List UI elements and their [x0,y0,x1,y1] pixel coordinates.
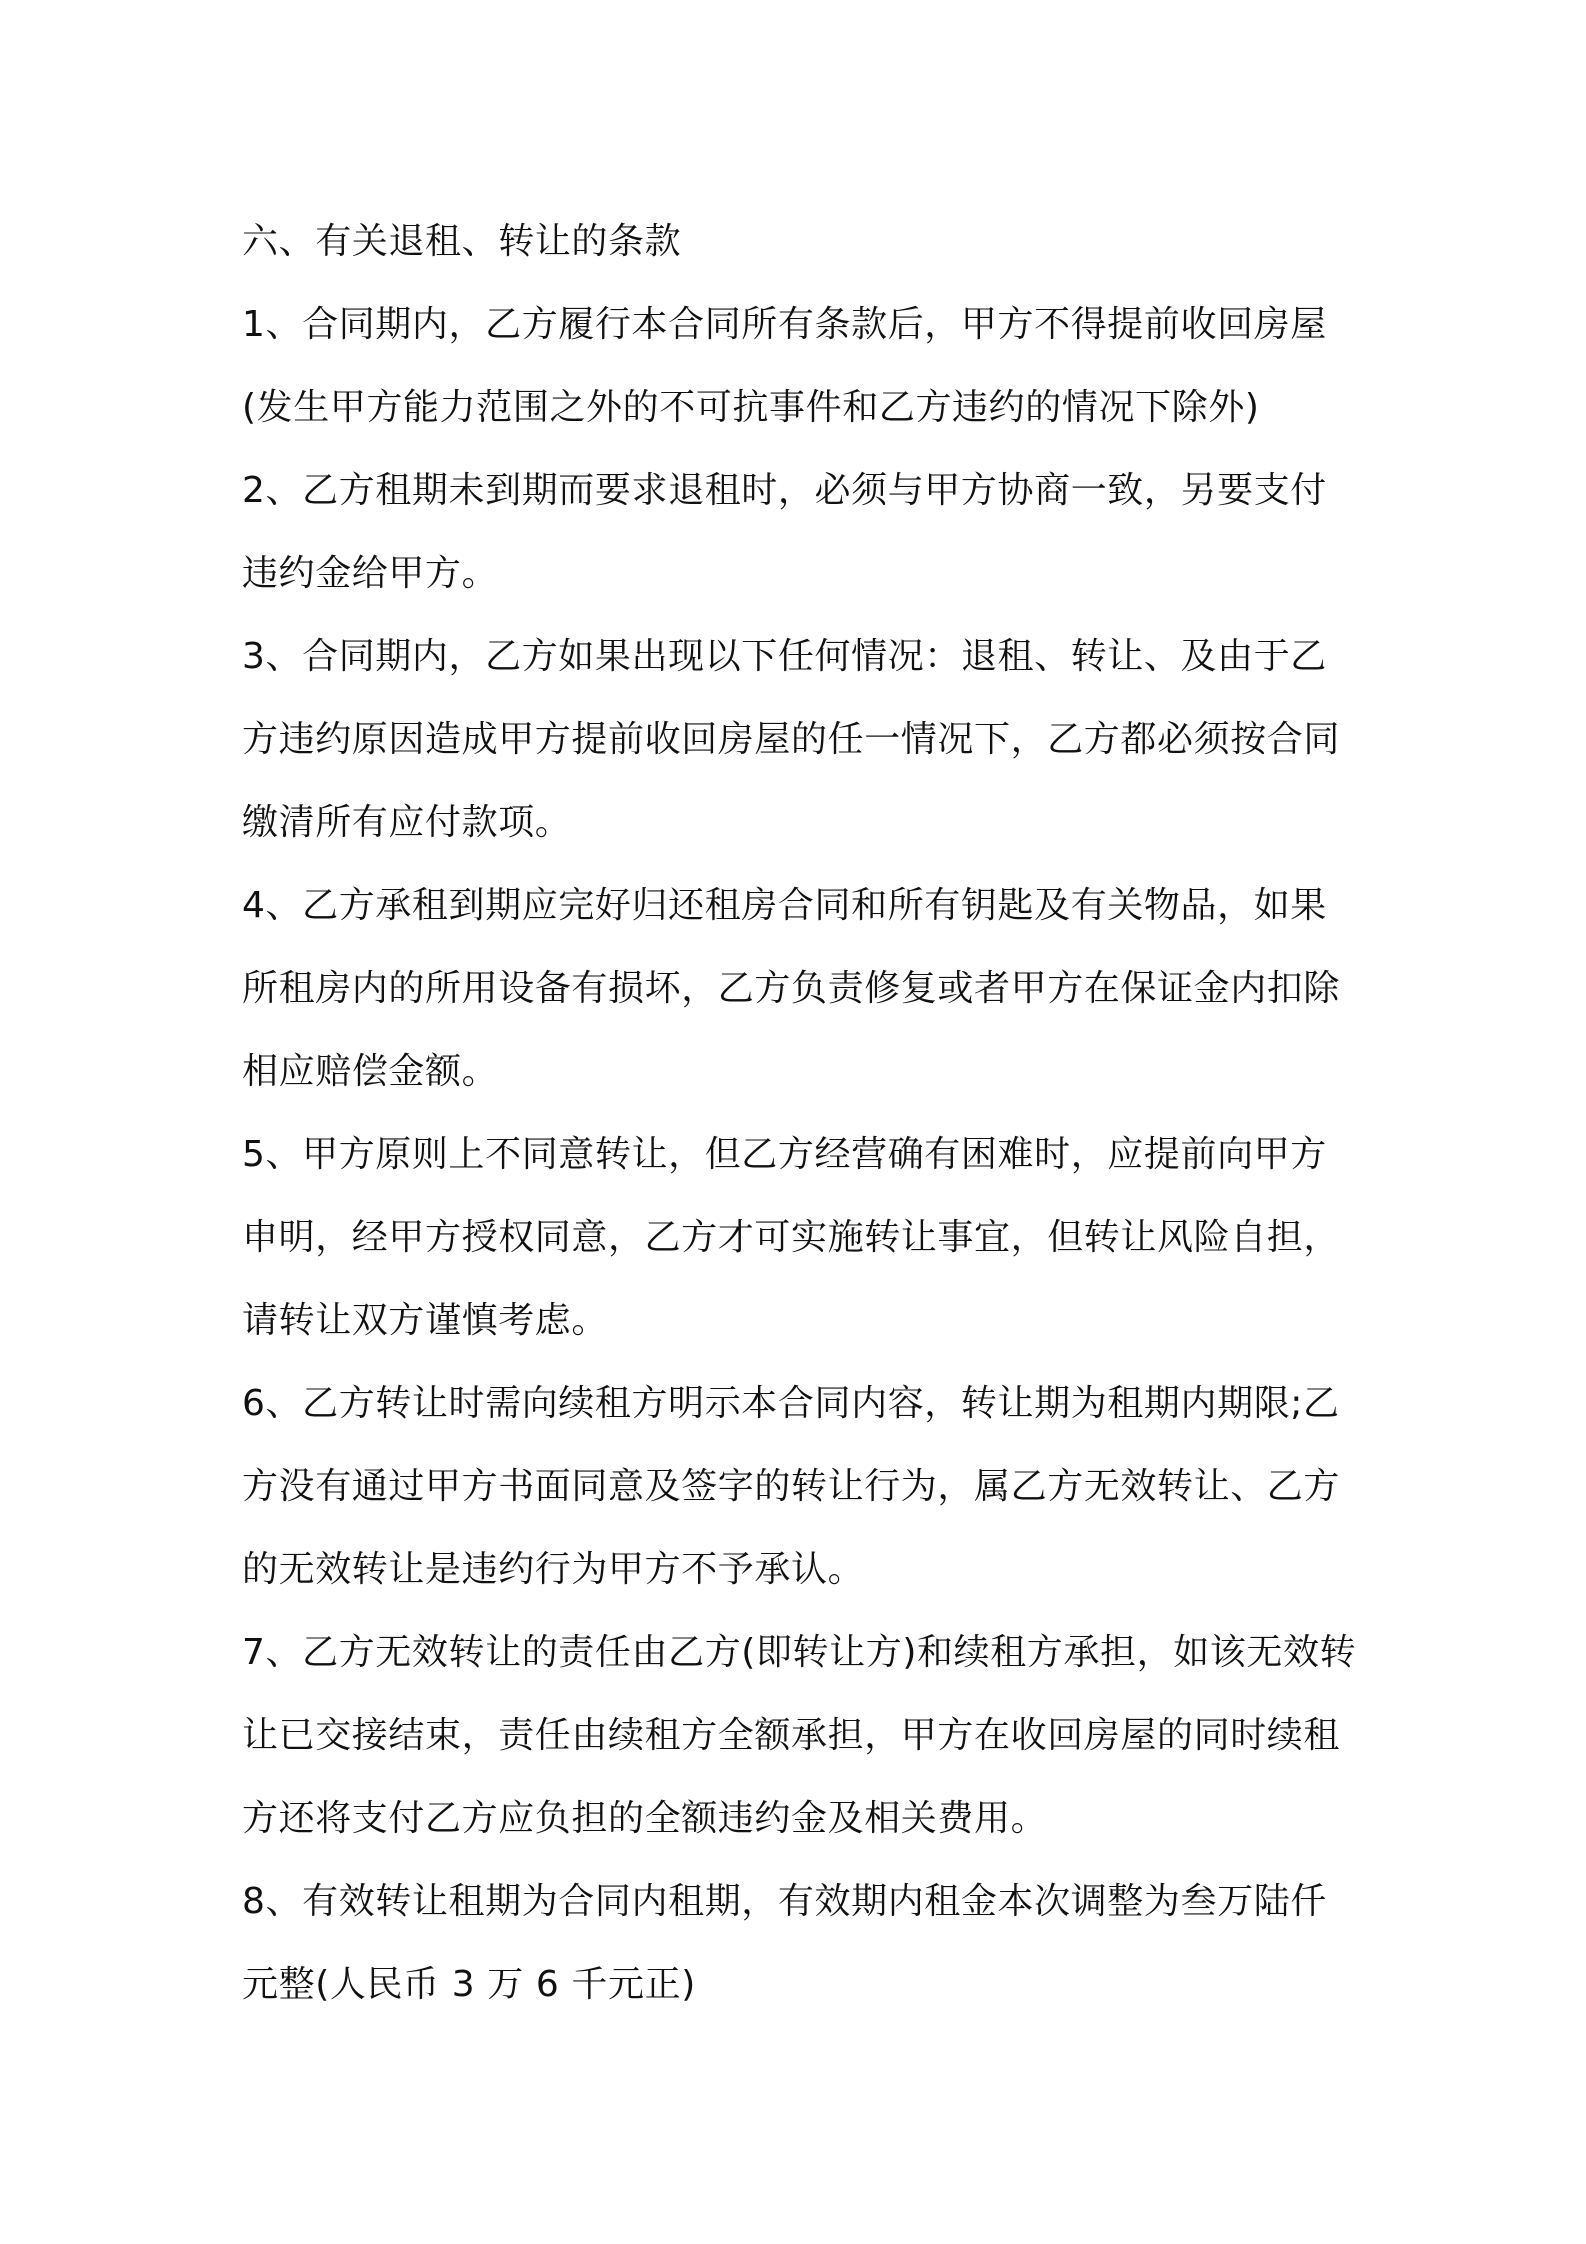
document-body [242,200,1362,2026]
clause-7: 7、乙方无效转让的责任由乙方(即转让方)和续租方承担，如该无效转让已交接结束，责任由续租方全额承担，甲方在收回房屋的同时续租方还将支付乙方应负担的全额违约金及相关费用。 [242,1632,1357,1839]
section-heading: 六、有关退租、转让的条款 [242,221,682,262]
clause-1: 1、合同期内，乙方履行本合同所有条款后，甲方不得提前收回房屋(发生甲方能力范围之外的不可抗事件和乙方违约的情况下除外) [242,304,1327,428]
clause-8: 8、有效转让租期为合同内租期，有效期内租金本次调整为叁万陆仟元整(人民币 3 万 6 千元正) [242,1881,1327,2005]
clause-2: 2、乙方租期未到期而要求退租时，必须与甲方协商一致，另要支付违约金给甲方。 [242,470,1327,594]
clause-5: 5、甲方原则上不同意转让，但乙方经营确有困难时，应提前向甲方申明，经甲方授权同意，乙方才可实施转让事宜，但转让风险自担，请转让双方谨慎考虑。 [242,1134,1341,1341]
clause-4: 4、乙方承租到期应完好归还租房合同和所有钥匙及有关物品，如果所租房内的所用设备有损坏，乙方负责修复或者甲方在保证金内扣除相应赔偿金额。 [242,885,1341,1092]
clause-6: 6、乙方转让时需向续租方明示本合同内容，转让期为租期内期限;乙方没有通过甲方书面同意及签字的转让行为，属乙方无效转让、乙方的无效转让是违约行为甲方不予承认。 [242,1383,1341,1590]
clause-3: 3、合同期内，乙方如果出现以下任何情况：退租、转让、及由于乙方违约原因造成甲方提前收回房屋的任一情况下，乙方都必须按合同缴清所有应付款项。 [242,636,1341,843]
